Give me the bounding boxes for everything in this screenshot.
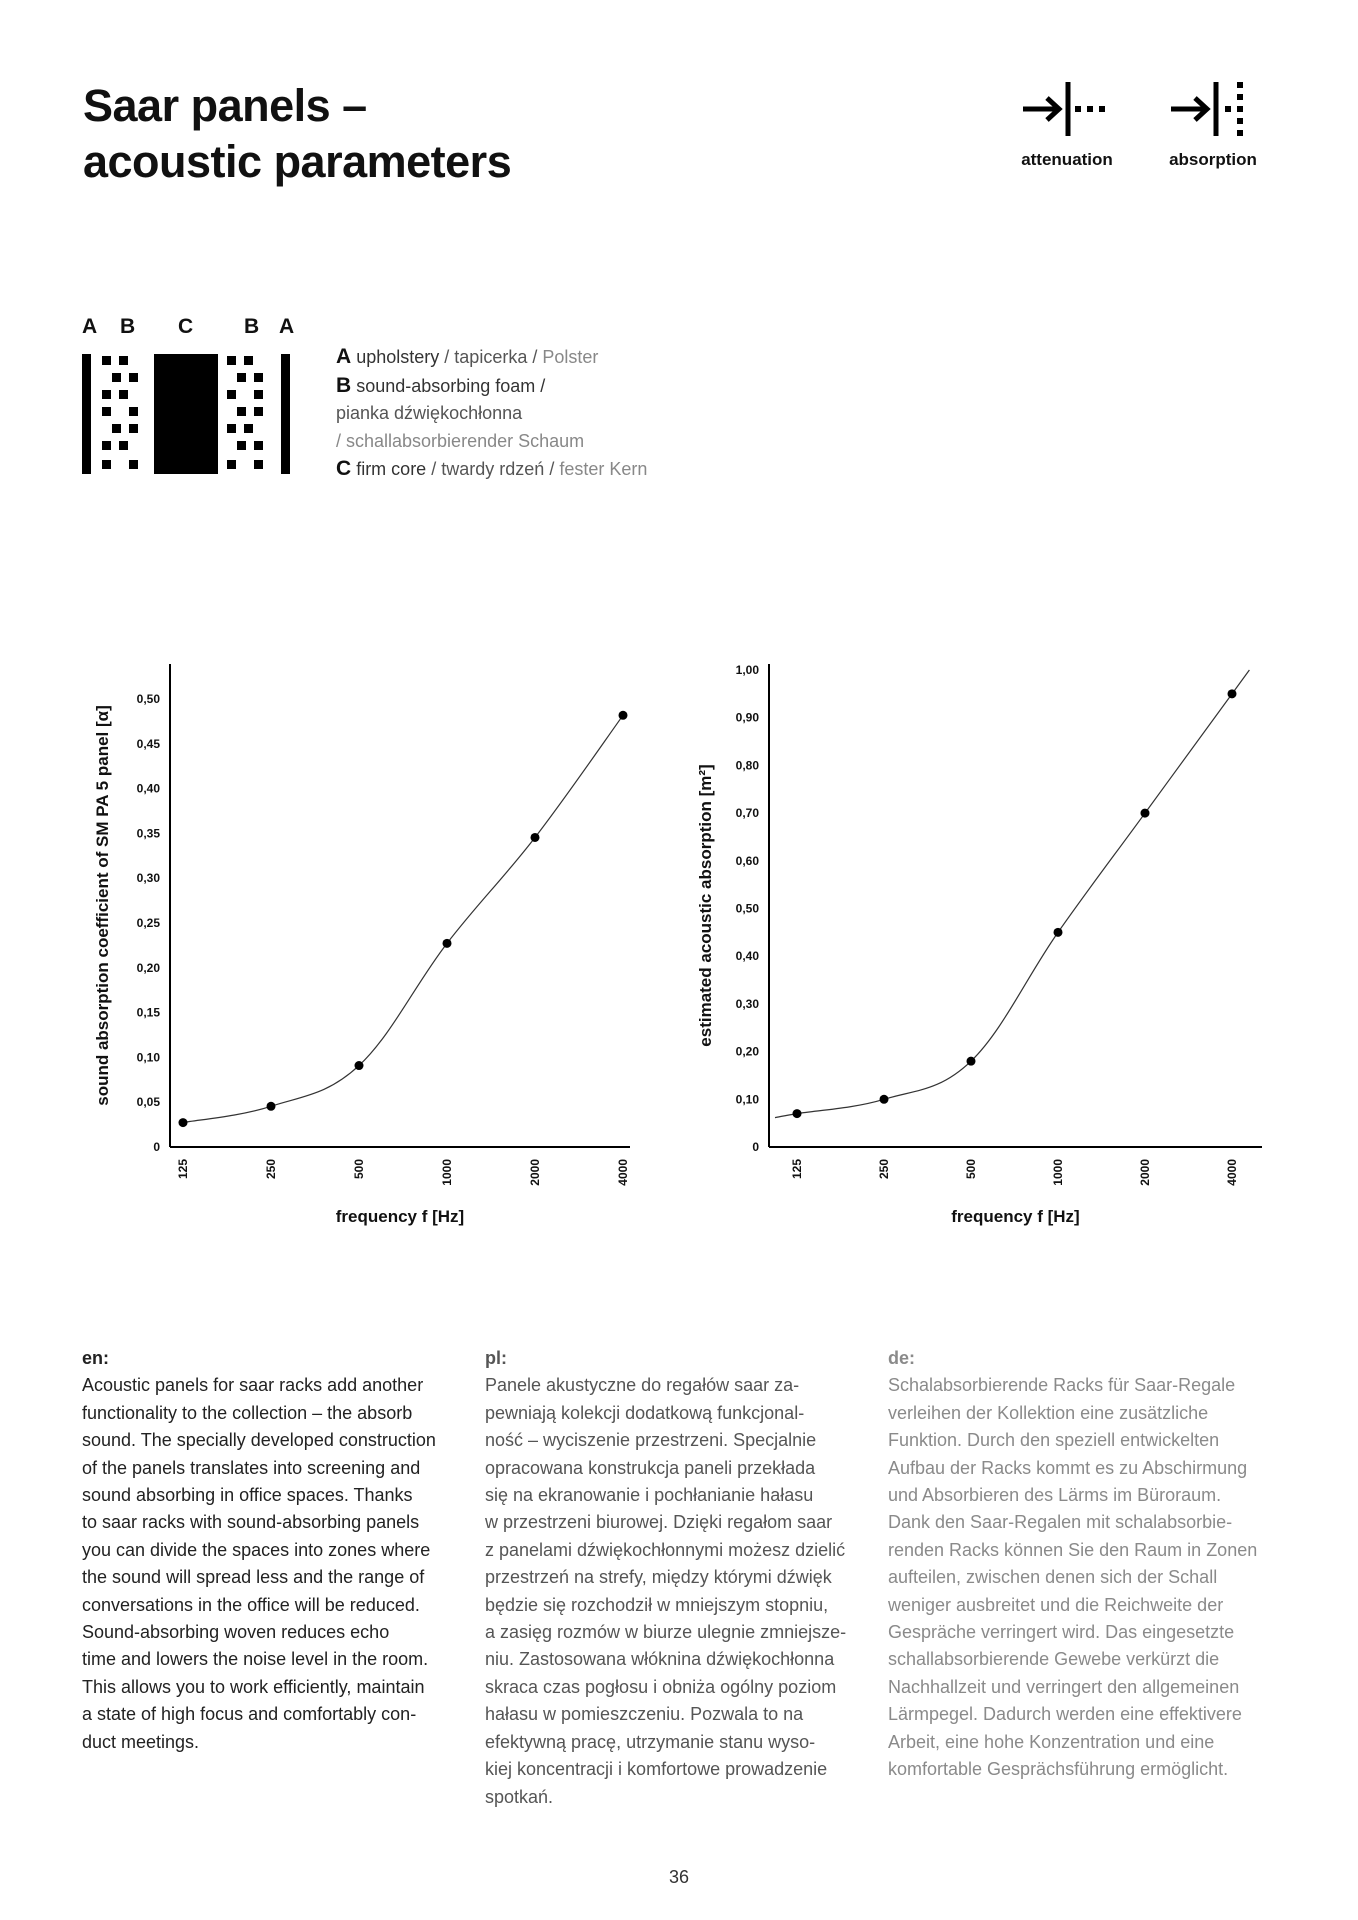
x-tick-label: 250 bbox=[877, 1159, 891, 1180]
absorption-coefficient-chart bbox=[90, 650, 650, 1240]
x-tick-label: 500 bbox=[352, 1159, 366, 1180]
column-pl-line: efektywną pracę, utrzymanie stanu wyso- bbox=[485, 1731, 816, 1752]
column-pl bbox=[485, 1345, 875, 1811]
column-de-lang: de: bbox=[888, 1348, 915, 1368]
x-axis-title: frequency f [Hz] bbox=[951, 1207, 1080, 1226]
column-en-line: you can divide the spaces into zones where bbox=[82, 1539, 431, 1560]
data-point bbox=[967, 1057, 976, 1066]
attenuation-label: attenuation bbox=[1021, 150, 1113, 169]
y-axis-title: estimated acoustic absorption [m²] bbox=[696, 764, 715, 1047]
column-de-line: weniger ausbreitet und die Reichweite der bbox=[888, 1594, 1224, 1615]
data-point bbox=[1141, 809, 1150, 818]
data-point bbox=[880, 1095, 889, 1104]
absorption-label: absorption bbox=[1169, 150, 1257, 169]
layer-c-pl: twardy rdzeń bbox=[441, 459, 545, 479]
layer-letter-a-right: A bbox=[279, 315, 295, 338]
column-pl-line: się na ekranowanie i pochłanianie hałasu bbox=[485, 1485, 814, 1506]
x-tick-label: 500 bbox=[964, 1159, 978, 1180]
y-tick-label: 0,10 bbox=[735, 1092, 759, 1107]
y-tick-label: 0 bbox=[752, 1140, 759, 1154]
y-tick-label: 0,45 bbox=[136, 736, 160, 751]
column-de-line: Lärmpegel. Dadurch werden eine effektivere bbox=[888, 1704, 1242, 1725]
layer-a-pl: tapicerka bbox=[454, 347, 528, 367]
column-de-line: aufteilen, zwischen denen sich der Schall bbox=[888, 1567, 1218, 1588]
layer-b-row bbox=[336, 372, 647, 401]
column-en-line: to saar racks with sound-absorbing panels bbox=[82, 1512, 420, 1533]
column-pl-line: z panelami dźwiękochłonnymi możesz dzielić bbox=[485, 1539, 846, 1560]
x-axis-title: frequency f [Hz] bbox=[335, 1207, 465, 1226]
data-point bbox=[793, 1109, 802, 1118]
column-en-lang: en: bbox=[82, 1348, 109, 1368]
column-en-line: conversations in the office will be reduced. bbox=[82, 1594, 420, 1615]
y-tick-label: 0,60 bbox=[735, 853, 759, 868]
column-pl-line: a zasięg rozmów w biurze ulegnie zmniejsze- bbox=[485, 1622, 847, 1643]
x-tick-label: 2000 bbox=[1138, 1159, 1152, 1186]
x-tick-label: 250 bbox=[264, 1159, 278, 1180]
layer-b-pl: pianka dźwiękochłonna bbox=[336, 403, 523, 423]
panel-layer-diagram bbox=[82, 354, 292, 476]
column-pl-line: Panele akustyczne do regałów saar za- bbox=[485, 1375, 800, 1396]
layer-c-key: C bbox=[336, 457, 352, 480]
layer-letter-c: C bbox=[178, 315, 194, 338]
y-tick-label: 0 bbox=[153, 1140, 160, 1154]
column-pl-lang: pl: bbox=[485, 1348, 507, 1368]
y-tick-label: 0,15 bbox=[136, 1005, 160, 1020]
layer-c-sep-1: / bbox=[431, 459, 437, 479]
column-pl-line: będzie się rozchodził w mniejszym stopniu, bbox=[485, 1594, 829, 1615]
layer-c-en: firm core bbox=[356, 459, 427, 479]
y-tick-label: 0,25 bbox=[136, 916, 160, 930]
column-en-line: duct meetings. bbox=[82, 1731, 200, 1752]
column-pl-line: przestrzeń na strefy, między którymi dźwięk bbox=[485, 1567, 832, 1588]
acoustic-absorption-chart bbox=[690, 650, 1280, 1240]
y-tick-label: 0,20 bbox=[735, 1044, 759, 1059]
layer-b-key: B bbox=[336, 373, 352, 397]
data-point bbox=[443, 939, 452, 948]
data-point bbox=[1228, 689, 1237, 698]
column-de-line: Nachhallzeit und verringert den allgemeinen bbox=[888, 1676, 1240, 1697]
x-tick-label: 4000 bbox=[616, 1159, 630, 1186]
column-de-line: verleihen der Kollektion eine zusätzliche bbox=[888, 1402, 1209, 1423]
series-line bbox=[183, 715, 623, 1122]
y-tick-label: 0,05 bbox=[136, 1095, 160, 1110]
data-point bbox=[1054, 928, 1063, 937]
page-number: 36 bbox=[668, 1867, 690, 1887]
layer-a-sep-2: / bbox=[532, 347, 538, 367]
column-en-line: functionality to the collection – the absorb bbox=[82, 1402, 413, 1423]
layer-a-en: upholstery bbox=[356, 347, 440, 367]
column-pl-line: hałasu w pomieszczeniu. Pozwala to na bbox=[485, 1704, 804, 1725]
x-tick-label: 125 bbox=[176, 1159, 190, 1180]
column-de-line: schallabsorbierende Gewebe verkürzt die bbox=[888, 1649, 1220, 1670]
column-pl-line: w przestrzeni biurowej. Dzięki regałom saar bbox=[485, 1512, 833, 1533]
x-tick-label: 1000 bbox=[1051, 1159, 1065, 1186]
y-tick-label: 1,00 bbox=[735, 663, 759, 677]
layer-letter-b-right: B bbox=[244, 315, 260, 338]
column-en bbox=[82, 1345, 472, 1756]
column-de-line: Aufbau der Racks kommt es zu Abschirmung bbox=[888, 1457, 1248, 1478]
absorption-legend bbox=[1158, 78, 1268, 170]
title-line-2: acoustic parameters bbox=[83, 136, 512, 187]
column-de-line: Arbeit, eine hohe Konzentration und eine bbox=[888, 1731, 1215, 1752]
column-de bbox=[888, 1345, 1278, 1784]
title-line-1: Saar panels – bbox=[83, 80, 367, 131]
layer-legend bbox=[336, 343, 647, 484]
data-point bbox=[531, 833, 540, 842]
attenuation-legend bbox=[1012, 78, 1122, 170]
layer-b-en: sound-absorbing foam / bbox=[356, 375, 546, 396]
y-tick-label: 0,90 bbox=[735, 710, 759, 725]
y-tick-label: 0,40 bbox=[735, 949, 759, 964]
page-title bbox=[83, 78, 511, 190]
column-pl-line: ność – wyciszenie przestrzeni. Specjalnie bbox=[485, 1430, 817, 1451]
column-pl-line: pewniają kolekcji dodatkową funkcjonal- bbox=[485, 1402, 805, 1423]
layer-letter-b-left: B bbox=[120, 315, 136, 338]
data-point bbox=[267, 1102, 276, 1111]
layer-a-row bbox=[336, 343, 647, 372]
y-tick-label: 0,40 bbox=[136, 781, 160, 796]
series-line bbox=[775, 670, 1249, 1118]
layer-c-de: fester Kern bbox=[559, 459, 648, 479]
x-tick-label: 4000 bbox=[1225, 1159, 1239, 1186]
column-pl-line: opracowana konstrukcja paneli przekłada bbox=[485, 1457, 816, 1478]
y-tick-label: 0,20 bbox=[136, 960, 160, 975]
column-pl-line: spotkań. bbox=[485, 1786, 554, 1807]
column-en-line: the sound will spread less and the range of bbox=[82, 1567, 425, 1588]
column-en-line: of the panels translates into screening and bbox=[82, 1457, 421, 1478]
column-en-line: sound. The specially developed construction bbox=[82, 1430, 436, 1451]
column-en-line: Sound-absorbing woven reduces echo bbox=[82, 1622, 390, 1643]
y-axis-title: sound absorption coefficient of SM PA 5 panel [α] bbox=[93, 705, 112, 1106]
column-en-body bbox=[82, 1372, 472, 1756]
y-tick-label: 0,30 bbox=[136, 871, 160, 886]
column-de-line: komfortable Gesprächsführung ermöglicht. bbox=[888, 1759, 1229, 1780]
column-pl-line: kiej koncentracji i komfortowe prowadzenie bbox=[485, 1759, 828, 1780]
y-tick-label: 0,80 bbox=[735, 758, 759, 773]
absorption-icon bbox=[1163, 78, 1263, 138]
column-pl-body bbox=[485, 1372, 875, 1811]
data-point bbox=[619, 711, 628, 720]
y-tick-label: 0,50 bbox=[735, 901, 759, 916]
layer-letter-a-left: A bbox=[82, 315, 98, 338]
column-de-line: Funktion. Durch den speziell entwickelten bbox=[888, 1430, 1220, 1451]
y-tick-label: 0,35 bbox=[136, 826, 160, 841]
column-de-line: und Absorbieren des Lärms im Büroraum. bbox=[888, 1485, 1222, 1506]
layer-c-row bbox=[336, 455, 647, 484]
column-en-line: time and lowers the noise level in the room. bbox=[82, 1649, 429, 1670]
column-en-line: This allows you to work efficiently, maintain bbox=[82, 1676, 425, 1697]
data-point bbox=[179, 1118, 188, 1127]
attenuation-icon bbox=[1017, 78, 1117, 138]
layer-b-de: / schallabsorbierender Schaum bbox=[336, 430, 585, 451]
y-tick-label: 0,10 bbox=[136, 1050, 160, 1065]
layer-a-sep-1: / bbox=[444, 347, 450, 367]
x-tick-label: 1000 bbox=[440, 1159, 454, 1186]
x-tick-label: 2000 bbox=[528, 1159, 542, 1186]
y-tick-label: 0,30 bbox=[735, 996, 759, 1011]
y-tick-label: 0,70 bbox=[735, 806, 759, 821]
column-en-line: Acoustic panels for saar racks add another bbox=[82, 1375, 424, 1396]
layer-c-sep-2: / bbox=[549, 459, 555, 479]
layer-a-de: Polster bbox=[542, 347, 599, 367]
column-en-line: sound absorbing in office spaces. Thanks bbox=[82, 1485, 413, 1506]
column-de-line: Schalabsorbierende Racks für Saar-Regale bbox=[888, 1375, 1236, 1396]
x-tick-label: 125 bbox=[790, 1159, 804, 1180]
y-tick-label: 0,50 bbox=[136, 692, 160, 706]
column-pl-line: niu. Zastosowana włóknina dźwiękochłonna bbox=[485, 1649, 835, 1670]
column-de-line: Gespräche verringert wird. Das eingesetzte bbox=[888, 1622, 1235, 1643]
column-en-line: a state of high focus and comfortably con- bbox=[82, 1704, 417, 1725]
column-pl-line: skraca czas pogłosu i obniża ogólny poziom bbox=[485, 1676, 837, 1697]
data-point bbox=[355, 1061, 364, 1070]
column-de-line: Dank den Saar-Regalen mit schalabsorbie- bbox=[888, 1512, 1233, 1533]
column-de-body bbox=[888, 1372, 1278, 1783]
column-de-line: renden Racks können Sie den Raum in Zonen bbox=[888, 1539, 1258, 1560]
layer-a-key: A bbox=[336, 345, 352, 368]
